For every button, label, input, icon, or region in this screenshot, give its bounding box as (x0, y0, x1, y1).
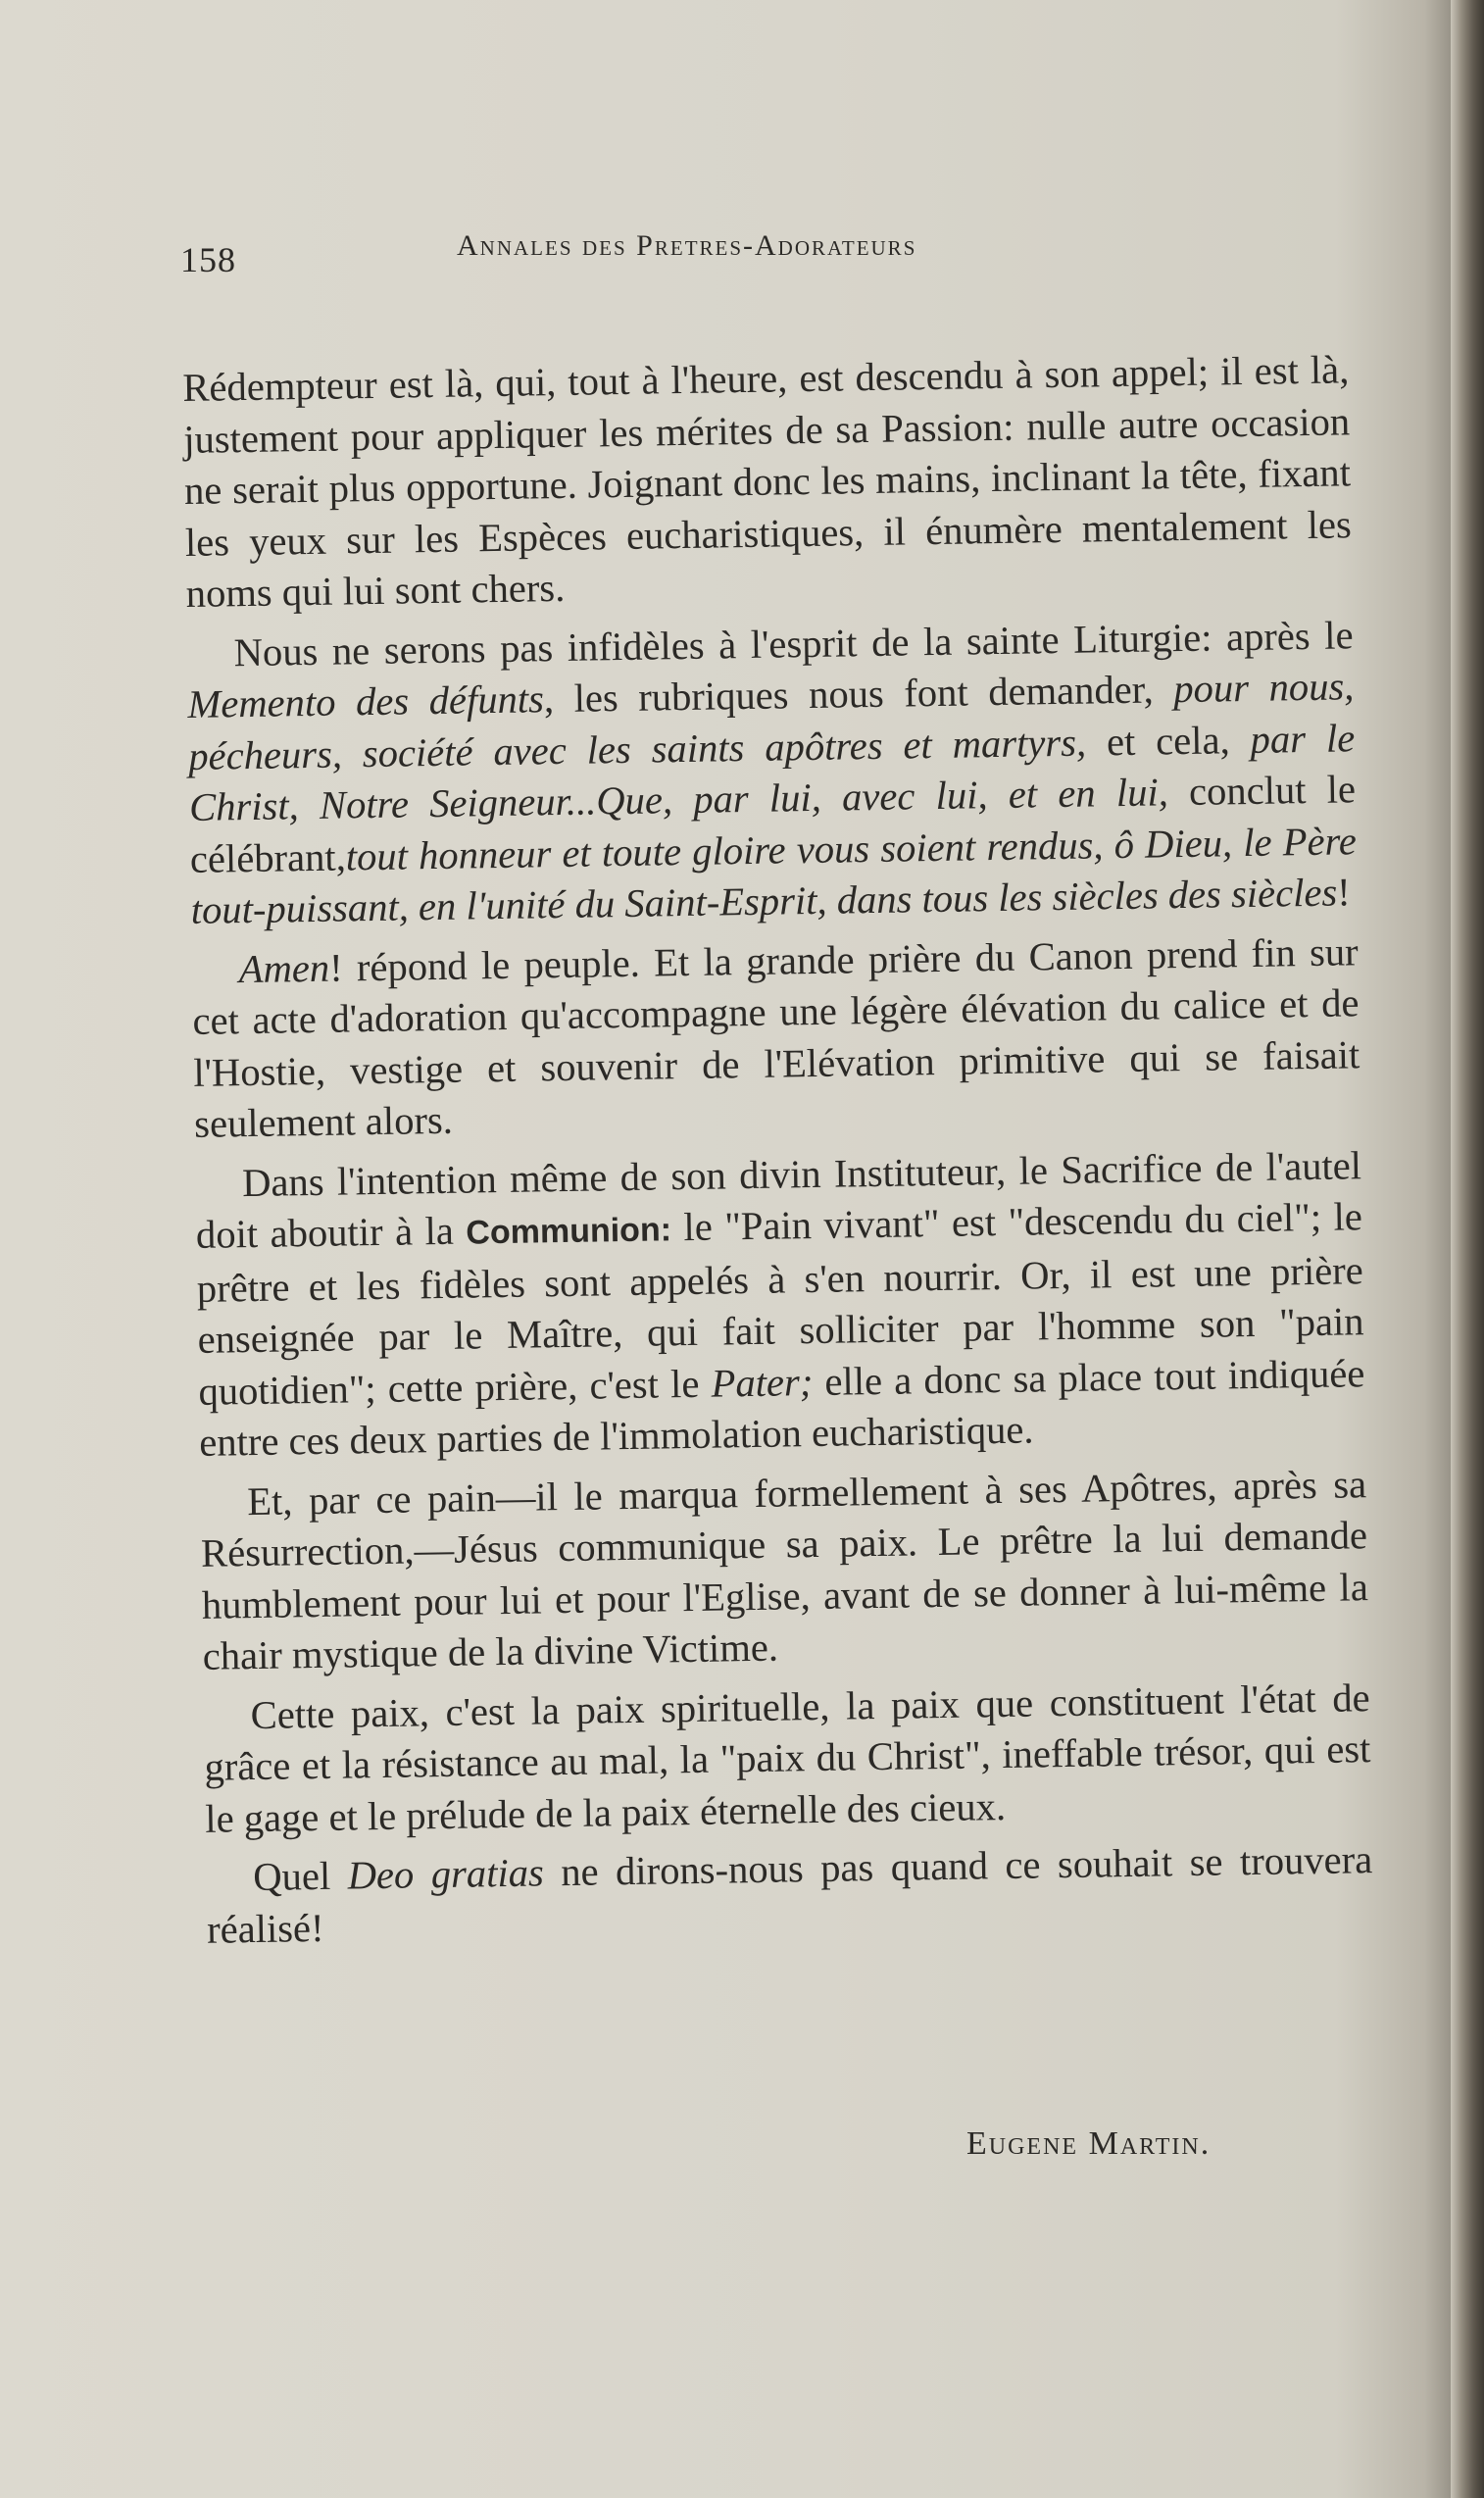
text-run: elle a donc sa place tout indiquée entre ces deux parties de l'immolation eucharistique. (198, 1350, 1365, 1465)
paragraph (200, 1459, 1369, 1683)
paragraph (195, 1140, 1366, 1470)
italic-text: Memento des défunts (187, 676, 545, 726)
text-run: et cela, (1085, 717, 1251, 765)
italic-text: Pater; (711, 1359, 814, 1406)
italic-text: Amen (238, 945, 330, 991)
text-run: conclut le célébrant, (189, 767, 1357, 881)
text-run: ! répond le peuple. Et la grande prière du Canon prend fin sur cet acte d'adoration qu'accompagne une légère élévation du calice et de l'Hostie, vestige et souvenir de l'Elévation primitive qui se faisait seulement alors. (192, 928, 1360, 1146)
body-text (182, 344, 1374, 1963)
italic-text: pour nous, pécheurs, société avec les saints apôtres et martyrs, (187, 664, 1355, 778)
paragraph (203, 1673, 1371, 1845)
text-run: Quel (252, 1853, 349, 1900)
paragraph (186, 610, 1358, 937)
paragraph (206, 1834, 1374, 1956)
text-run: Dans l'intention même de son divin Instituteur, le Sacrifice de l'autel doit aboutir à la (195, 1142, 1362, 1257)
paragraph (191, 926, 1360, 1151)
text-run: Cette paix, c'est la paix spirituelle, la paix que constituent l'état de grâce et la résistance au mal, la "paix du Christ", ineffable trésor, qui est le gage et le prélude de la paix éternelle des cieux. (204, 1674, 1371, 1841)
bold-text: Communion: (466, 1211, 672, 1252)
text-run: Nous ne serons pas infidèles à l'esprit de la sainte Liturgie: après le (233, 612, 1354, 674)
page-number: 158 (180, 240, 236, 279)
running-title: Annales des Pretres-Adorateurs (457, 229, 917, 262)
italic-text: tout honneur et toute gloire vous soient rendus, ô Dieu, le Père tout-puissant, en l'unité du Saint-Esprit, dans tous les siècles des siècles (190, 818, 1358, 932)
page-edge (1451, 0, 1484, 2498)
italic-text: par le Christ, Notre Seigneur...Que, par lui, avec lui, et en lui, (188, 715, 1356, 829)
text-run: ne dirons-nous pas quand ce souhait se trouvera réalisé! (206, 1837, 1373, 1952)
text-run: ! (1336, 870, 1352, 915)
page-header (180, 224, 1347, 282)
text-run: , les rubriques nous font demander, (543, 667, 1174, 722)
paragraph (182, 344, 1353, 620)
text-run: le "Pain vivant" est "descendu du ciel"; le prêtre et les fidèles sont appelés à s'en nourrir. Or, il est une prière enseignée par le Maître, qui fait solliciter par l'homme son "pain quotidien"; cette prière, c'est le (196, 1194, 1364, 1414)
text-run: Et, par ce pain—il le marqua formellement à ses Apôtres, après sa Résurrection,—Jésus communique sa paix. Le prêtre la lui demande humblement pour lui et pour l'Eglise, avant de se donner à lui-même la chair mystique de la divine Victime. (200, 1461, 1369, 1678)
italic-text: Deo gratias (347, 1850, 545, 1898)
author-signature: Eugene Martin. (966, 2125, 1212, 2162)
text-run: Rédempteur est là, qui, tout à l'heure, est descendu à son appel; il est là, justement pour appliquer les mérites de sa Passion: nulle autre occasion ne serait plus opportune. Joignant donc les mains, inclinant la tête, fixant les yeux sur les Espèces eucharistiques, il énumère mentalement les noms qui lui sont chers. (182, 347, 1353, 616)
